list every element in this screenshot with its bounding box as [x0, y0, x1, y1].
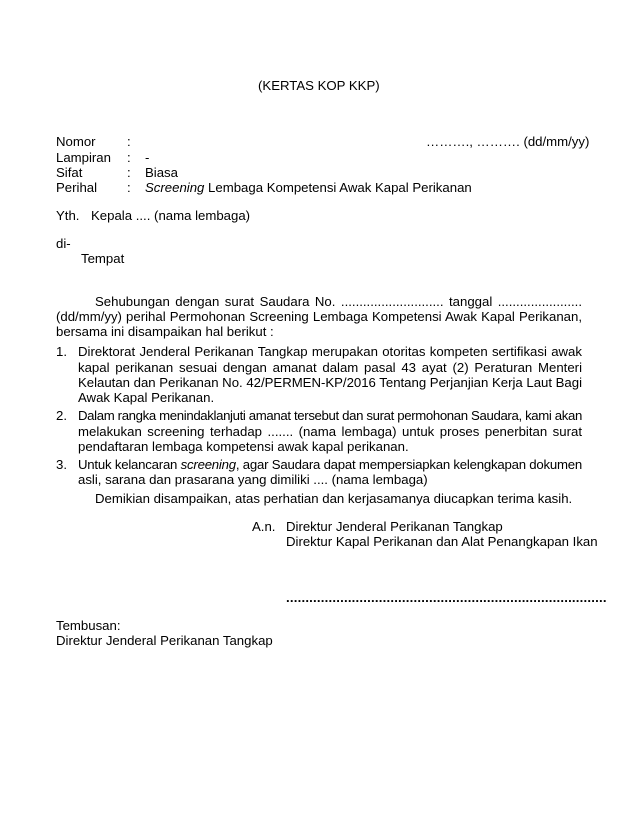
item-2-line-1: Dalam rangka menindaklanjuti amanat tersebut dan surat permohonan Saudara, kami akan: [78, 408, 582, 423]
item-2-line-2: melakukan screening terhadap ....... (nama lembaga) untuk proses penerbitan surat: [78, 424, 582, 439]
signature-dotted-line: ...................................................................................: [286, 590, 607, 605]
item-2-number: 2.: [56, 408, 67, 423]
di-label: di-: [56, 236, 71, 251]
item-1-line-4: Awak Kapal Perikanan.: [78, 390, 215, 405]
tembusan-label: Tembusan:: [56, 618, 121, 633]
item-1-line-2: kapal perikanan sesuai dengan amanat dalam pasal 43 ayat (2) Peraturan Menteri: [78, 360, 582, 375]
perihal-value: [145, 180, 472, 195]
opening-line-3: bersama ini disampaikan hal berikut :: [56, 324, 274, 339]
nomor-colon: :: [127, 134, 131, 149]
perihal-colon: :: [127, 180, 131, 195]
item-3-line-2: asli, sarana dan prasarana yang dimiliki .... (nama lembaga): [78, 472, 428, 487]
tempat-label: Tempat: [81, 251, 125, 266]
item-2-line-3: pendaftaran lembaga kompetensi awak kapal perikanan.: [78, 439, 409, 454]
closing-sentence: Demikian disampaikan, atas perhatian dan kerjasamanya diucapkan terima kasih.: [95, 491, 573, 506]
item-3-pre: Untuk kelancaran: [78, 457, 181, 472]
an-label: A.n.: [252, 519, 276, 534]
recipient: Kepala .... (nama lembaga): [91, 208, 251, 223]
perihal-rest: Lembaga Kompetensi Awak Kapal Perikanan: [204, 180, 472, 195]
lampiran-colon: :: [127, 150, 131, 165]
opening-line-2: (dd/mm/yy) perihal Permohonan Screening Lembaga Kompetensi Awak Kapal Perikanan,: [56, 309, 582, 324]
opening-line-1: Sehubungan dengan surat Saudara No. ............................ tanggal .......................: [95, 294, 582, 309]
lampiran-value: -: [145, 150, 150, 165]
signatory-line-1: Direktur Jenderal Perikanan Tangkap: [286, 519, 503, 534]
item-1-line-1: Direktorat Jenderal Perikanan Tangkap merupakan otoritas kompeten sertifikasi awak: [78, 344, 582, 359]
sifat-label: Sifat: [56, 165, 83, 180]
sifat-colon: :: [127, 165, 131, 180]
item-3-post: , agar Saudara dapat mempersiapkan kelengkapan dokumen: [235, 457, 583, 472]
signatory-line-2: Direktur Kapal Perikanan dan Alat Penangkapan Ikan: [286, 534, 598, 549]
letterhead-placeholder: (KERTAS KOP KKP): [258, 78, 380, 93]
yth-label: Yth.: [56, 208, 80, 223]
letter-date: ………., ………. (dd/mm/yy): [426, 134, 590, 149]
item-3-line-1: [78, 457, 582, 472]
item-3-number: 3.: [56, 457, 67, 472]
item-3-italic: screening: [180, 457, 236, 472]
perihal-label: Perihal: [56, 180, 98, 195]
lampiran-label: Lampiran: [56, 150, 111, 165]
perihal-italic: Screening: [145, 180, 205, 195]
nomor-label: Nomor: [56, 134, 96, 149]
item-1-line-3: Kelautan dan Perikanan No. 42/PERMEN-KP/2016 Tentang Perjanjian Kerja Laut Bagi: [78, 375, 582, 390]
tembusan-recipient: Direktur Jenderal Perikanan Tangkap: [56, 633, 273, 648]
sifat-value: Biasa: [145, 165, 178, 180]
item-1-number: 1.: [56, 344, 67, 359]
